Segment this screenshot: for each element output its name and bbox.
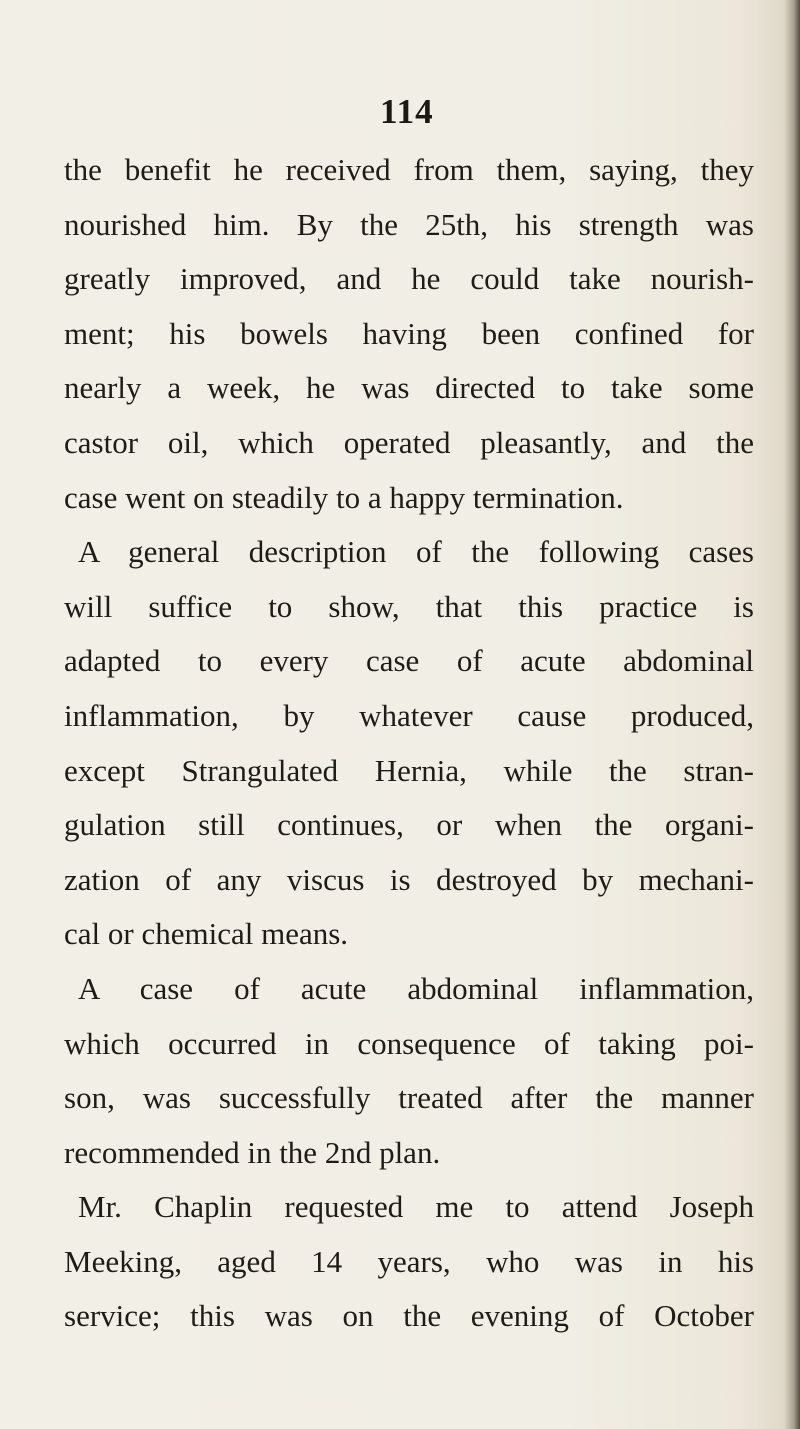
- page-number: 114: [380, 92, 434, 131]
- text-line: A general description of the following cases: [78, 534, 754, 570]
- text-line: zation of any viscus is destroyed by mechani-: [64, 861, 754, 897]
- text-line: nearly a week, he was directed to take some: [64, 370, 754, 406]
- text-line: nourished him. By the 25th, his strength was: [64, 206, 754, 242]
- text-line: adapted to every case of acute abdominal: [64, 643, 754, 679]
- text-line: inflammation, by whatever cause produced,: [64, 697, 754, 733]
- text-line: ment; his bowels having been confined for: [64, 315, 754, 351]
- text-line: A case of acute abdominal inflammation,: [78, 970, 754, 1006]
- text-line: service; this was on the evening of October: [64, 1298, 754, 1334]
- text-line: castor oil, which operated pleasantly, and the: [64, 424, 754, 460]
- text-line: gulation still continues, or when the organi-: [64, 807, 754, 843]
- text-line: Mr. Chaplin requested me to attend Joseph: [78, 1189, 754, 1225]
- text-line: the benefit he received from them, saying, they: [64, 152, 754, 187]
- text-line: son, was successfully treated after the manner: [64, 1080, 754, 1116]
- text-line: cal or chemical means.: [64, 916, 349, 952]
- text-line: recommended in the 2nd plan.: [64, 1134, 441, 1170]
- text-line: Meeking, aged 14 years, who was in his: [64, 1243, 754, 1279]
- page-body-text: [64, 143, 754, 1344]
- text-line: except Strangulated Hernia, while the stran-: [64, 752, 754, 788]
- text-line: will suffice to show, that this practice is: [64, 588, 754, 624]
- page-edge-shadow: [784, 0, 800, 1429]
- text-line: case went on steadily to a happy termination.: [64, 479, 624, 515]
- text-line: which occurred in consequence of taking poi-: [64, 1025, 754, 1061]
- text-line: greatly improved, and he could take nourish-: [64, 261, 754, 297]
